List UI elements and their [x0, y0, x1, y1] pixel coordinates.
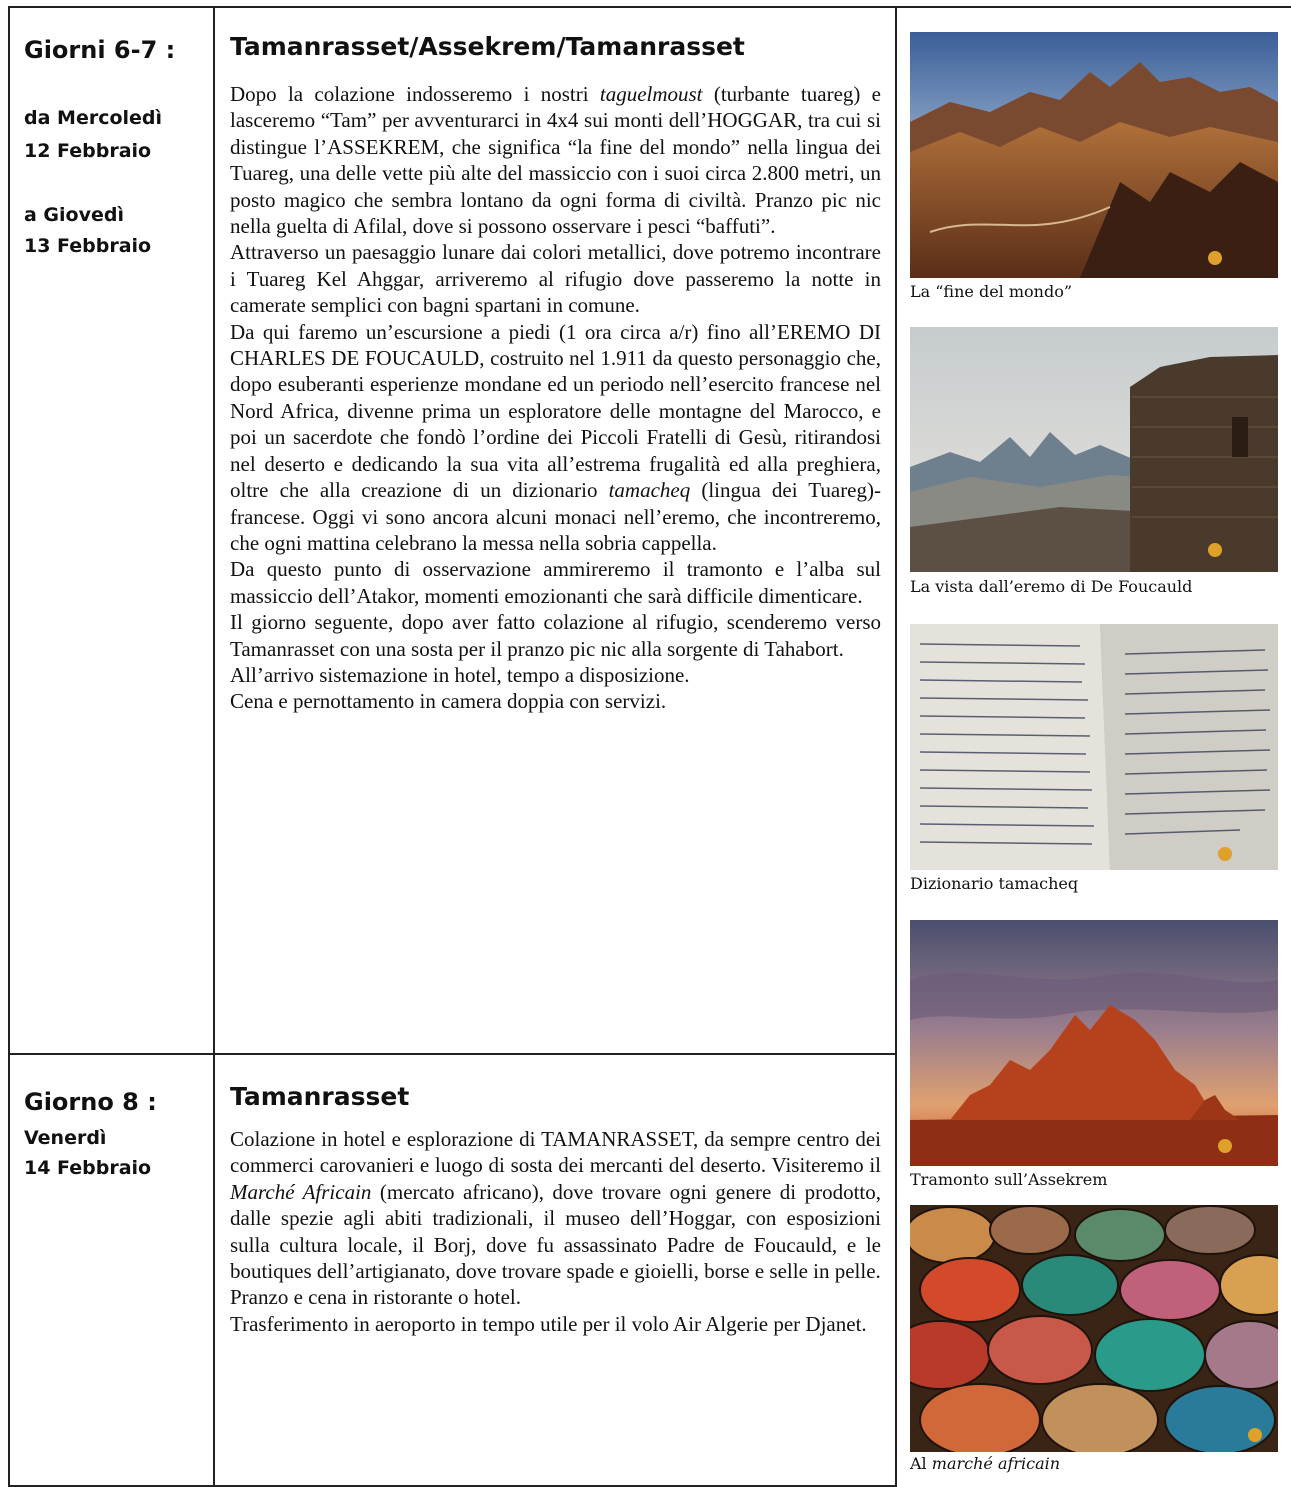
day2-body — [230, 1126, 881, 1337]
day1-paragraph-3: Da qui faremo un’escursione a piedi (1 ora circa a/r) fino all’EREMO DI CHARLES DE FOUCAULD, costruito nel 1.911 da questo personaggio che, dopo esuberanti esperienze mondane ed un periodo nell’esercito francese nel Nord Africa, divenne prima un esploratore delle montagne del Marocco, e poi un sacerdote che fondò l’ordine dei Piccoli Fratelli di Gesù, ritirandosi nel deserto e dedicando la sua vita all’estrema frugalità ed alla preghiera, oltre che alla creazione di un dizionario tamacheq (lingua dei Tuareg)-francese. Oggi vi sono ancora alcuni monaci nell’eremo, che incontreremo, che ogni mattina celebrano la messa nella sobria cappella. — [230, 319, 881, 555]
top-border — [895, 6, 1291, 8]
day1-paragraph-2: Attraverso un paesaggio lunare dai colori metallici, dove potremo incontrare i Tuareg Kel Ahggar, arriveremo al rifugio dove passeremo la notte in camerate semplici con bagni spartani in comune. — [230, 240, 881, 318]
photo-leather-boxes — [910, 1205, 1278, 1452]
photo-column-divider — [895, 6, 897, 1487]
photo-stone-hermitage — [910, 327, 1278, 572]
photo-caption-5-prefix: Al — [910, 1454, 932, 1473]
stone-hermitage-image — [910, 327, 1278, 572]
day1-from-line1: da Mercoledì — [24, 107, 163, 129]
photo-handwritten-book — [910, 624, 1278, 870]
photo-caption-5-italic: marché africain — [931, 1454, 1061, 1473]
column-divider — [213, 6, 215, 1487]
day1-label: Giorni 6-7 : — [24, 36, 176, 64]
leather-boxes-image — [910, 1205, 1278, 1452]
sunset-rocks-image — [910, 920, 1278, 1166]
day1-to-line1: a Giovedì — [24, 204, 124, 226]
day2-paragraph-1: Colazione in hotel e esplorazione di TAMANRASSET, da sempre centro dei commerci carovanieri e luogo di sosta dei mercanti del deserto. Visiteremo il Marché Africain (mercato africano), dove trovare ogni genere di prodotto, dalle spezie agli abiti tradizionali, il museo dell’Hoggar, con esposizioni sulla cultura locale, il Borj, dove fu assassinato Padre de Foucauld, e le boutiques dell’artigianato, dove trovare spade e gioielli, borse e selle in pelle. — [230, 1127, 881, 1284]
day2-date-line2: 14 Febbraio — [24, 1157, 152, 1179]
photo-caption-2: La vista dall’eremo di De Foucauld — [910, 577, 1193, 596]
day2-label: Giorno 8 : — [24, 1088, 157, 1116]
day1-paragraph-5: Il giorno seguente, dopo aver fatto colazione al rifugio, scenderemo verso Tamanrasset con una sosta per il pranzo pic nic alla sorgente di Tahabort. — [230, 610, 881, 661]
day1-from-line2: 12 Febbraio — [24, 140, 152, 162]
day1-to-line2: 13 Febbraio — [24, 235, 152, 257]
photo-sunset-rocks — [910, 920, 1278, 1166]
photo-caption-1: La “fine del mondo” — [910, 282, 1073, 301]
photo-caption-4: Tramonto sull’Assekrem — [910, 1170, 1108, 1189]
day1-paragraph-4: Da questo punto di osservazione ammireremo il tramonto e l’alba sul massiccio dell’Atakor, momenti emozionanti che sarà difficile dimenticare. — [230, 557, 881, 608]
day1-title: Tamanrasset/Assekrem/Tamanrasset — [230, 32, 745, 61]
day1-paragraph-6: All’arrivo sistemazione in hotel, tempo a disposizione. — [230, 662, 690, 687]
mountain-landscape-image — [910, 32, 1278, 278]
row-divider — [8, 1053, 897, 1055]
handwritten-book-image — [910, 624, 1278, 870]
photo-caption-5 — [910, 1454, 1060, 1473]
photo-caption-3: Dizionario tamacheq — [910, 874, 1079, 893]
day2-date-line1: Venerdì — [24, 1127, 107, 1149]
day1-paragraph-1: Dopo la colazione indosseremo i nostri taguelmoust (turbante tuareg) e lasceremo “Tam” per avventurarci in 4x4 sui monti dell’HOGGAR, tra cui si distingue l’ASSEKREM, che significa “la fine del mondo” nella lingua dei Tuareg, una delle vette più alte del massiccio con i suoi circa 2.800 metri, un posto magico che sembra lontano da ogni forma di civiltà. Pranzo pic nic nella guelta di Afilal, dove si possono osservare i pesci “baffuti”. — [230, 82, 881, 239]
photo-mountain-landscape — [910, 32, 1278, 278]
day2-title: Tamanrasset — [230, 1082, 410, 1111]
day2-paragraph-3: Trasferimento in aeroporto in tempo utile per il volo Air Algerie per Djanet. — [230, 1311, 867, 1336]
day1-body — [230, 81, 881, 715]
day2-paragraph-2: Pranzo e cena in ristorante o hotel. — [230, 1285, 521, 1310]
day1-paragraph-7: Cena e pernottamento in camera doppia con servizi. — [230, 689, 667, 714]
